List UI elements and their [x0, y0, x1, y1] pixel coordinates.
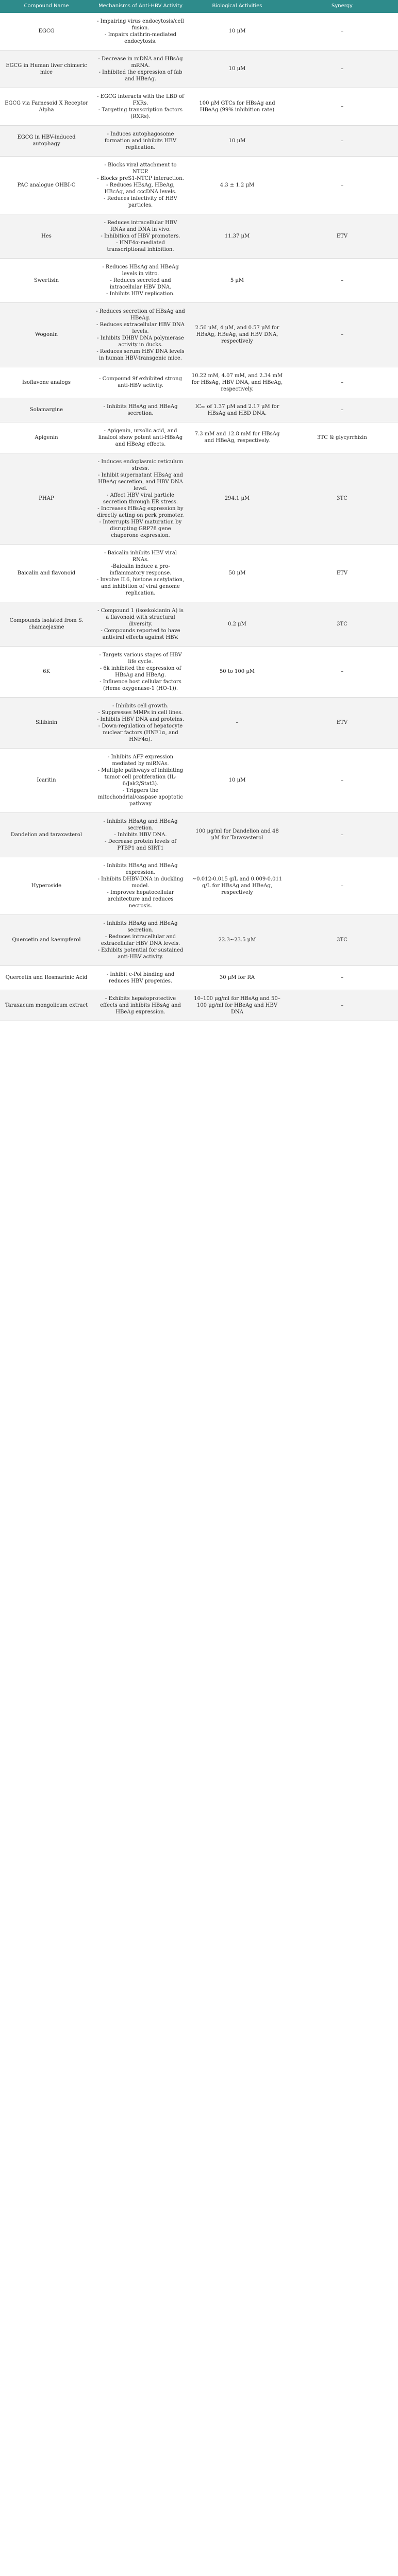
compound-name-cell: EGCG via Farnesoid X Receptor Alpha: [0, 88, 93, 125]
mechanism-line: - Apigenin, ursolic acid, and linalool show potent anti-HBsAg and HBeAg effects.: [98, 428, 183, 447]
mechanism-line: - Influence host cellular factors (Heme oxygenase-1 (HO-1)).: [100, 679, 181, 691]
mechanism-line: - Compound 1 (isoskokianin A) is a flavonoid with structural diversity.: [97, 607, 184, 627]
table-row: [0, 367, 398, 398]
mechanism-line: - Exhibits hepatoprotective effects and inhibits HBsAg and HBeAg expression.: [100, 995, 181, 1015]
biological-activities-cell: 10 μM: [188, 748, 286, 812]
biological-activities-cell: 22.3~23.5 μM: [188, 914, 286, 965]
mechanism-line: - Reduces secretion of HBsAg and HBeAg.: [96, 308, 185, 321]
table-row: [0, 544, 398, 602]
mechanism-line: - Reduces HBsAg, HBeAg, HBcAg, and cccDNA levels.: [104, 182, 177, 195]
compound-name-cell: Quercetin and kaempferol: [0, 914, 93, 965]
synergy-cell: –: [286, 302, 398, 367]
compound-name-cell: Isoflavone analogs: [0, 367, 93, 398]
compound-name-cell: Hyperoside: [0, 857, 93, 914]
mechanism-line: - Inhibits HBV DNA.: [114, 832, 167, 838]
biological-activities-cell: 10 μM: [188, 125, 286, 156]
mechanisms-cell: [93, 697, 188, 748]
mechanism-line: - Down-regulation of hepatocyte nuclear factors (HNF1α, and HNF4α).: [98, 723, 183, 742]
mechanism-line: - Triggers the mitochondrial/caspase apoptotic pathway: [97, 787, 184, 807]
mechanism-line: - Inhibits HBV DNA and proteins.: [96, 716, 185, 722]
biological-activities-cell: –: [188, 697, 286, 748]
compound-name-cell: Icaritin: [0, 748, 93, 812]
compound-name-cell: 6K: [0, 646, 93, 697]
mechanism-line: - Inhibited the expression of fab and HBeAg.: [98, 69, 183, 82]
mechanism-line: - Blocks viral attachment to NTCP.: [104, 162, 177, 175]
mechanism-line: - Inhibits cell growth.: [112, 703, 169, 709]
header-mechanisms: Mechanisms of Anti-HBV Activity: [93, 0, 188, 13]
mechanism-line: - Inhibits HBsAg and HBeAg secretion.: [103, 403, 178, 416]
table-row: [0, 602, 398, 646]
compound-name-cell: Apigenin: [0, 422, 93, 453]
table-row: [0, 13, 398, 50]
mechanisms-cell: [93, 965, 188, 990]
mechanism-line: - Decrease in rcDNA and HBsAg mRNA.: [98, 56, 183, 69]
synergy-cell: 3TC: [286, 602, 398, 646]
mechanisms-cell: [93, 646, 188, 697]
biological-activities-cell: 11.37 μM: [188, 214, 286, 258]
mechanism-line: - Improves hepatocellular architecture and reduces necrosis.: [107, 889, 174, 909]
mechanism-line: - EGCG interacts with the LBD of FXRs.: [97, 93, 184, 106]
biological-activities-cell: 100 μg/ml for Dandelion and 48 μM for Taraxasterol: [188, 812, 286, 857]
mechanisms-cell: [93, 156, 188, 214]
biological-activities-cell: 294.1 μM: [188, 453, 286, 544]
mechanism-line: - Inhibits DHBV DNA polymerase activity in ducks.: [97, 335, 184, 348]
table-row: [0, 258, 398, 302]
biological-activities-cell: 50 μM: [188, 544, 286, 602]
header-biological-activities: Biological Activities: [188, 0, 286, 13]
mechanisms-cell: [93, 602, 188, 646]
mechanism-line: - Inhibits DHBV-DNA in duckling model.: [97, 876, 184, 889]
synergy-cell: –: [286, 857, 398, 914]
compound-name-cell: Swertisin: [0, 258, 93, 302]
mechanisms-cell: [93, 857, 188, 914]
mechanism-line: - Decrease protein levels of PTBP1 and SIRT1: [105, 838, 176, 851]
table-row: [0, 398, 398, 422]
synergy-cell: ETV: [286, 214, 398, 258]
compound-name-cell: EGCG in Human liver chimeric mice: [0, 50, 93, 88]
compound-name-cell: Taraxacum mongolicum extract: [0, 990, 93, 1021]
mechanism-line: - Reduces infectivity of HBV particles.: [104, 195, 177, 208]
synergy-cell: –: [286, 258, 398, 302]
mechanism-line: - Targeting transcription factors (RXRs).: [98, 107, 183, 120]
table-header: [0, 0, 398, 13]
compound-name-cell: Baicalin and flavonoid: [0, 544, 93, 602]
table-row: [0, 646, 398, 697]
synergy-cell: ETV: [286, 544, 398, 602]
mechanism-line: - 6k inhibited the expression of HBsAg and HBeAg.: [100, 665, 181, 678]
compound-name-cell: EGCG: [0, 13, 93, 50]
synergy-cell: –: [286, 156, 398, 214]
mechanism-line: - Multiple pathways of inhibiting tumor cell proliferation (IL-6/Jak2/Stat3).: [97, 767, 184, 787]
mechanisms-cell: [93, 812, 188, 857]
mechanisms-cell: [93, 88, 188, 125]
synergy-cell: –: [286, 812, 398, 857]
table-row: [0, 214, 398, 258]
synergy-cell: –: [286, 990, 398, 1021]
mechanism-line: - Reduces intracellular HBV RNAs and DNA in vivo.: [104, 219, 177, 232]
table-row: [0, 156, 398, 214]
mechanisms-cell: [93, 990, 188, 1021]
mechanisms-cell: [93, 258, 188, 302]
biological-activities-cell: 7.3 mM and 12.8 mM for HBsAg and HBeAg, respectively.: [188, 422, 286, 453]
compound-name-cell: PAC analogue OHBI-C: [0, 156, 93, 214]
synergy-cell: –: [286, 646, 398, 697]
mechanisms-cell: [93, 214, 188, 258]
mechanisms-cell: [93, 398, 188, 422]
compound-name-cell: Hes: [0, 214, 93, 258]
mechanism-line: - Compounds reported to have antiviral effects against HBV.: [101, 628, 180, 640]
mechanism-line: - Suppresses MMPs in cell lines.: [98, 709, 183, 716]
mechanism-line: - Interrupts HBV maturation by disrupting GRP78 gene chaperone expression.: [99, 519, 182, 538]
table-row: [0, 812, 398, 857]
mechanism-line: - Inhibits HBsAg and HBeAg expression.: [103, 862, 178, 875]
synergy-cell: ETV: [286, 697, 398, 748]
compound-name-cell: Compounds isolated from S. chamaejasme: [0, 602, 93, 646]
mechanisms-cell: [93, 125, 188, 156]
mechanisms-cell: [93, 748, 188, 812]
header-synergy: Synergy: [286, 0, 398, 13]
mechanism-line: - Targets various stages of HBV life cycle.: [99, 652, 182, 665]
synergy-cell: –: [286, 965, 398, 990]
biological-activities-cell: 10.22 mM, 4.07 mM, and 2.34 mM for HBsAg, HBV DNA, and HBeAg, respectively.: [188, 367, 286, 398]
mechanisms-cell: [93, 367, 188, 398]
biological-activities-cell: 100 μM GTCs for HBsAg and HBeAg (99% inhibition rate): [188, 88, 286, 125]
mechanism-line: - Induces endoplasmic reticulum stress.: [97, 459, 184, 471]
mechanisms-cell: [93, 50, 188, 88]
mechanism-line: - Impairing virus endocytosis/cell fusion.: [97, 18, 184, 31]
biological-activities-cell: 10–100 μg/ml for HBsAg and 50–100 μg/ml for HBeAg and HBV DNA: [188, 990, 286, 1021]
compound-name-cell: Silibinin: [0, 697, 93, 748]
mechanism-line: - Reduces HBsAg and HBeAg levels in vitro.: [102, 264, 179, 277]
synergy-cell: –: [286, 50, 398, 88]
biological-activities-cell: 0.2 μM: [188, 602, 286, 646]
biological-activities-cell: 4.3 ± 1.2 μM: [188, 156, 286, 214]
table-row: [0, 857, 398, 914]
mechanisms-cell: [93, 302, 188, 367]
table-row: [0, 88, 398, 125]
table-row: [0, 125, 398, 156]
compound-name-cell: Quercetin and Rosmarinic Acid: [0, 965, 93, 990]
biological-activities-cell: ~0.012-0.015 g/L and 0.009-0.011 g/L for HBsAg and HBeAg, respectively: [188, 857, 286, 914]
mechanism-line: - Reduces extracellular HBV DNA levels.: [96, 321, 185, 334]
biological-activities-cell: 2.56 μM, 4 μM, and 0.57 μM for HBsAg, HBeAg, and HBV DNA, respectively: [188, 302, 286, 367]
mechanism-line: - Inhibits HBsAg and HBeAg secretion.: [103, 920, 178, 933]
table-row: [0, 965, 398, 990]
table-row: [0, 990, 398, 1021]
mechanism-line: - Inhibits HBV replication.: [106, 291, 175, 297]
mechanism-line: - Reduces intracellular and extracellular HBV DNA levels.: [101, 934, 180, 946]
mechanism-line: -Baicalin induce a pro-inflammatory response.: [109, 563, 172, 576]
mechanism-line: - Inhibition of HBV promoters.: [101, 233, 180, 239]
mechanism-line: - Inhibits AFP expression mediated by miRNAs.: [107, 754, 174, 767]
synergy-cell: –: [286, 367, 398, 398]
mechanism-line: - Exhibits potential for sustained anti-HBV activity.: [97, 947, 184, 960]
biological-activities-cell: 5 μM: [188, 258, 286, 302]
synergy-cell: 3TC: [286, 453, 398, 544]
mechanism-line: - Involve IL6, histone acetylation, and inhibition of viral genome replication.: [96, 577, 185, 596]
biological-activities-cell: IC₅₀ of 1.37 μM and 2.17 μM for HBsAg and HBD DNA.: [188, 398, 286, 422]
mechanism-line: - Increases HBsAg expression by directly acting on perk promoter.: [97, 505, 184, 518]
biological-activities-cell: 30 μM for RA: [188, 965, 286, 990]
table-row: [0, 914, 398, 965]
synergy-cell: –: [286, 88, 398, 125]
synergy-cell: –: [286, 125, 398, 156]
mechanisms-cell: [93, 914, 188, 965]
synergy-cell: 3TC: [286, 914, 398, 965]
mechanism-line: - Inhibit supernatant HBsAg and HBeAg secretion, and HBV DNA level.: [98, 472, 183, 492]
biological-activities-cell: 10 μM: [188, 13, 286, 50]
compound-table: [0, 0, 398, 1021]
compound-name-cell: EGCG in HBV-induced autophagy: [0, 125, 93, 156]
synergy-cell: 3TC & glycyrrhizin: [286, 422, 398, 453]
mechanisms-cell: [93, 453, 188, 544]
mechanisms-cell: [93, 13, 188, 50]
synergy-cell: –: [286, 13, 398, 50]
biological-activities-cell: 50 to 100 μM: [188, 646, 286, 697]
table-row: [0, 302, 398, 367]
header-compound-name: Compound Name: [0, 0, 93, 13]
mechanism-line: - Compound 9f exhibited strong anti-HBV activity.: [99, 376, 182, 388]
compound-name-cell: Solamargine: [0, 398, 93, 422]
table-row: [0, 748, 398, 812]
biological-activities-cell: 10 μM: [188, 50, 286, 88]
mechanisms-cell: [93, 544, 188, 602]
mechanism-line: - Baicalin inhibits HBV viral RNAs.: [104, 550, 177, 563]
mechanism-line: - Affect HBV viral particle secretion through ER stress.: [103, 492, 178, 505]
mechanism-line: - Reduces secreted and intracellular HBV DNA.: [109, 277, 172, 290]
mechanism-line: - Inhibits HBsAg and HBeAg secretion.: [103, 818, 178, 831]
table-body: [0, 13, 398, 1021]
mechanism-line: - Impairs clathrin-mediated endocytosis.: [105, 31, 176, 44]
compound-name-cell: PHAP: [0, 453, 93, 544]
synergy-cell: –: [286, 398, 398, 422]
table-row: [0, 697, 398, 748]
mechanism-line: - Reduces serum HBV DNA levels in human HBV-transgenic mice.: [96, 348, 185, 361]
table-row: [0, 422, 398, 453]
mechanism-line: - Blocks preS1-NTCP interaction.: [97, 175, 184, 181]
mechanism-line: - Induces autophagosome formation and inhibits HBV replication.: [104, 131, 177, 150]
synergy-cell: –: [286, 748, 398, 812]
table-row: [0, 50, 398, 88]
compound-name-cell: Wogonin: [0, 302, 93, 367]
mechanism-line: - HNF4α-mediated transcriptional inhibition.: [107, 240, 174, 252]
mechanism-line: - Inhibit c-Pol binding and reduces HBV progenies.: [106, 971, 175, 984]
table-row: [0, 453, 398, 544]
header-row: [0, 0, 398, 13]
mechanisms-cell: [93, 422, 188, 453]
compound-name-cell: Dandelion and taraxasterol: [0, 812, 93, 857]
